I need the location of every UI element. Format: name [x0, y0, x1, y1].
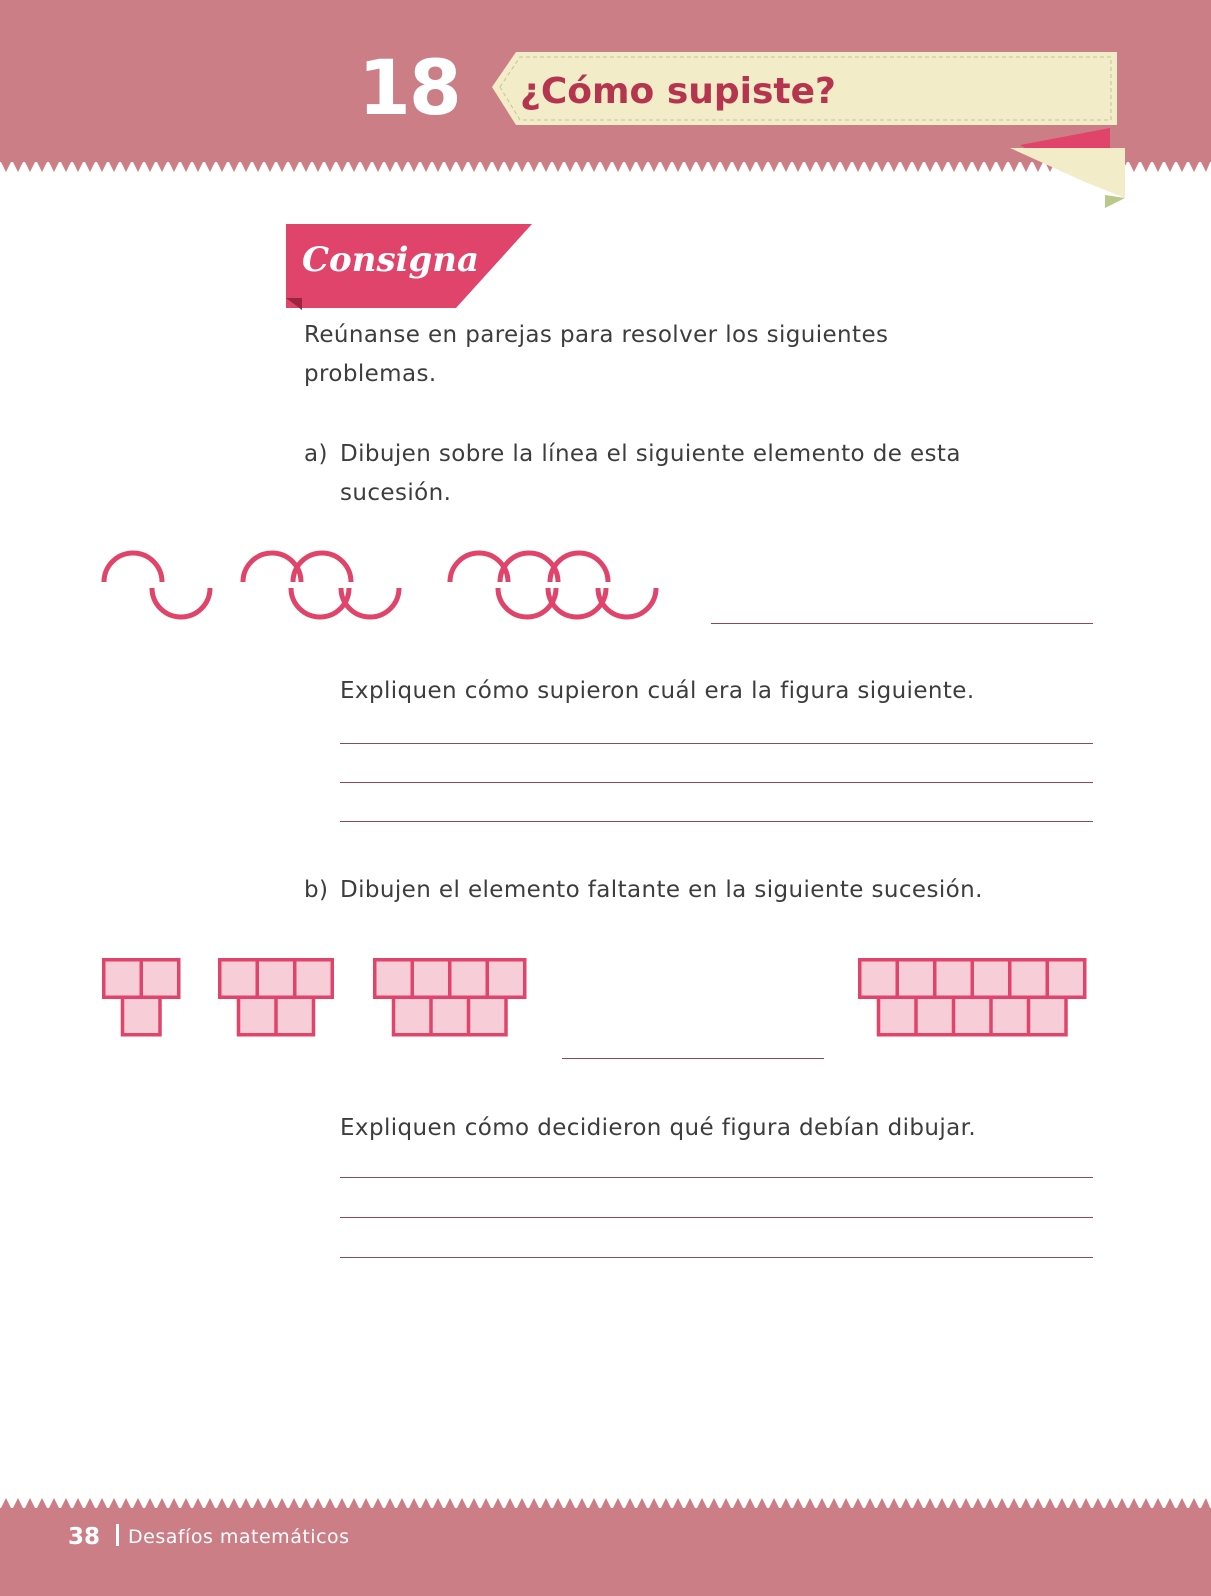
block-square — [1030, 999, 1064, 1033]
block-figure-3 — [373, 958, 527, 1037]
wave-upper-arc — [104, 553, 162, 582]
footer-band — [0, 1508, 1211, 1596]
block-square — [899, 962, 933, 996]
block-square — [918, 999, 952, 1033]
block-square — [470, 999, 504, 1033]
wave-lower-arc — [152, 588, 210, 617]
header-zigzag-edge — [0, 160, 1211, 172]
problem-a-answer-line-3[interactable] — [340, 821, 1093, 822]
block-square — [993, 999, 1027, 1033]
problem-b-answer-line-1[interactable] — [340, 1177, 1093, 1178]
footer-zigzag-edge — [0, 1498, 1211, 1510]
page-title: ¿Cómo supiste? — [520, 71, 836, 112]
problem-b-text: Dibujen el elemento faltante en la siguiente sucesión. — [340, 877, 983, 903]
block-square — [143, 962, 177, 996]
block-sequence — [0, 950, 1211, 1040]
wave-sequence — [0, 530, 720, 630]
problem-b-explain-prompt: Expliquen cómo decidieron qué figura debían dibujar. — [340, 1115, 977, 1141]
block-square — [433, 999, 467, 1033]
block-square — [124, 999, 158, 1033]
block-square — [278, 999, 312, 1033]
instruction-line-2: problemas. — [304, 361, 437, 387]
block-square — [1049, 962, 1083, 996]
block-figure-2 — [218, 958, 334, 1037]
block-square — [414, 962, 448, 996]
book-title: Desafíos matemáticos — [128, 1526, 350, 1548]
problem-a-label: a) — [304, 441, 328, 467]
block-square — [452, 962, 486, 996]
ribbon-tail-light — [1010, 148, 1125, 198]
problem-b-label: b) — [304, 877, 329, 903]
consigna-label: Consigna — [302, 240, 480, 280]
lesson-number: 18 — [358, 43, 460, 132]
page-number: 38 — [68, 1524, 101, 1550]
block-square — [297, 962, 331, 996]
block-square — [937, 962, 971, 996]
footer-separator — [116, 1524, 119, 1546]
problem-a-answer-line-2[interactable] — [340, 782, 1093, 783]
block-square — [880, 999, 914, 1033]
instruction-line-1: Reúnanse en parejas para resolver los siguientes — [304, 322, 889, 348]
block-square — [377, 962, 411, 996]
problem-a-drawing-line[interactable] — [711, 623, 1093, 624]
block-square — [955, 999, 989, 1033]
problem-b-answer-line-2[interactable] — [340, 1217, 1093, 1218]
block-square — [489, 962, 523, 996]
block-square — [862, 962, 896, 996]
block-square — [240, 999, 274, 1033]
block-square — [222, 962, 256, 996]
block-square — [106, 962, 140, 996]
problem-a-text-line-1: Dibujen sobre la línea el siguiente elemento de esta — [340, 441, 961, 467]
block-figure-4 — [858, 958, 1087, 1037]
block-square — [259, 962, 293, 996]
problem-a-explain-prompt: Expliquen cómo supieron cuál era la figura siguiente. — [340, 678, 975, 704]
problem-a-answer-line-1[interactable] — [340, 743, 1093, 744]
ribbon-tail-green — [1105, 195, 1125, 208]
problem-b-drawing-line[interactable] — [562, 1058, 824, 1059]
block-square — [395, 999, 429, 1033]
block-figure-1 — [102, 958, 181, 1037]
problem-a-text-line-2: sucesión. — [340, 480, 452, 506]
block-square — [1012, 962, 1046, 996]
block-square — [974, 962, 1008, 996]
problem-b-answer-line-3[interactable] — [340, 1257, 1093, 1258]
